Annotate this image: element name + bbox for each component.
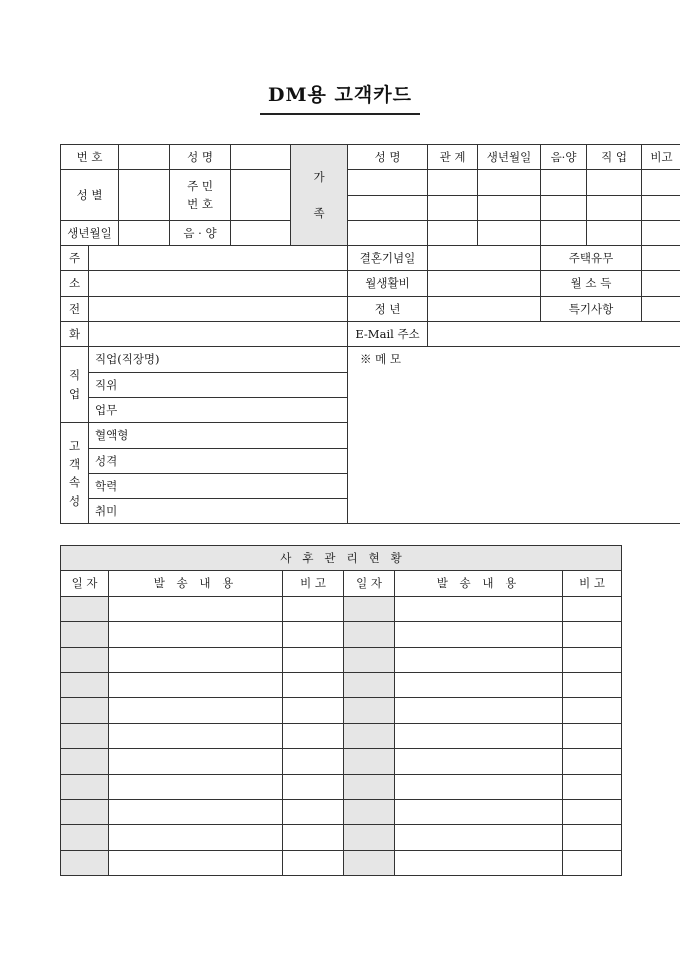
col-note-left: 비 고 xyxy=(283,571,344,596)
date-cell[interactable] xyxy=(61,799,109,824)
family-cell[interactable] xyxy=(478,170,541,195)
note-cell[interactable] xyxy=(283,622,344,647)
followup-row xyxy=(61,698,622,723)
note-cell[interactable] xyxy=(563,647,622,672)
family-cell[interactable] xyxy=(478,220,541,245)
date-cell[interactable] xyxy=(344,723,395,748)
family-header-job: 직 업 xyxy=(587,145,642,170)
family-cell[interactable] xyxy=(541,220,587,245)
followup-row xyxy=(61,799,622,824)
gender-label: 성 별 xyxy=(61,170,119,221)
content-cell[interactable] xyxy=(395,723,563,748)
family-cell[interactable] xyxy=(541,170,587,195)
followup-title: 사 후 관 리 현 황 xyxy=(61,546,622,571)
birthday-field[interactable] xyxy=(119,220,170,245)
family-header-calendar: 음·양 xyxy=(541,145,587,170)
followup-row xyxy=(61,672,622,697)
retirement-label: 정 년 xyxy=(348,296,428,321)
income-label: 월 소 득 xyxy=(541,271,642,296)
family-cell[interactable] xyxy=(428,170,478,195)
family-cell[interactable] xyxy=(642,170,680,195)
resident-no-label xyxy=(170,170,231,221)
date-cell[interactable] xyxy=(344,672,395,697)
date-cell[interactable] xyxy=(344,850,395,875)
resident-no-label-2: 번 호 xyxy=(187,197,213,212)
phone-field-2[interactable] xyxy=(89,322,348,347)
special-label: 특기사항 xyxy=(541,296,642,321)
content-cell[interactable] xyxy=(109,723,283,748)
family-side-2: 족 xyxy=(313,206,325,221)
note-cell[interactable] xyxy=(283,749,344,774)
content-cell[interactable] xyxy=(395,622,563,647)
followup-table xyxy=(60,545,622,876)
date-cell[interactable] xyxy=(344,799,395,824)
family-cell[interactable] xyxy=(348,195,428,220)
note-cell[interactable] xyxy=(283,723,344,748)
family-cell[interactable] xyxy=(642,195,680,220)
attr-side-2: 객 xyxy=(68,456,81,471)
special-field[interactable] xyxy=(642,296,680,321)
name-label: 성 명 xyxy=(170,145,231,170)
followup-row xyxy=(61,596,622,621)
phone-label-2: 화 xyxy=(61,322,89,347)
content-cell[interactable] xyxy=(109,596,283,621)
anniversary-field[interactable] xyxy=(428,246,541,271)
note-cell[interactable] xyxy=(563,749,622,774)
page-title xyxy=(0,80,680,115)
number-label: 번 호 xyxy=(61,145,119,170)
followup-row xyxy=(61,622,622,647)
date-cell[interactable] xyxy=(61,672,109,697)
content-cell[interactable] xyxy=(395,774,563,799)
living-cost-label: 월생활비 xyxy=(348,271,428,296)
job-item-company: 직업(직장명) xyxy=(89,347,348,372)
content-cell[interactable] xyxy=(109,672,283,697)
birthday-label: 생년월일 xyxy=(61,220,119,245)
col-note-right: 비 고 xyxy=(563,571,622,596)
resident-no-field[interactable] xyxy=(231,170,291,221)
family-cell[interactable] xyxy=(428,195,478,220)
date-cell[interactable] xyxy=(344,825,395,850)
date-cell[interactable] xyxy=(344,774,395,799)
family-cell[interactable] xyxy=(587,195,642,220)
date-cell[interactable] xyxy=(61,596,109,621)
note-cell[interactable] xyxy=(563,825,622,850)
attr-item-blood: 혈액형 xyxy=(89,423,348,448)
note-cell[interactable] xyxy=(283,698,344,723)
email-field[interactable] xyxy=(428,322,680,347)
content-cell[interactable] xyxy=(109,825,283,850)
date-cell[interactable] xyxy=(344,622,395,647)
note-cell[interactable] xyxy=(283,799,344,824)
content-cell[interactable] xyxy=(395,825,563,850)
content-cell[interactable] xyxy=(395,698,563,723)
content-cell[interactable] xyxy=(395,647,563,672)
note-cell[interactable] xyxy=(563,774,622,799)
family-cell[interactable] xyxy=(541,195,587,220)
note-cell[interactable] xyxy=(283,774,344,799)
attr-item-education: 학력 xyxy=(89,473,348,498)
date-cell[interactable] xyxy=(344,596,395,621)
content-cell[interactable] xyxy=(109,799,283,824)
date-cell[interactable] xyxy=(344,749,395,774)
date-cell[interactable] xyxy=(61,850,109,875)
note-cell[interactable] xyxy=(283,850,344,875)
job-item-duty: 업무 xyxy=(89,397,348,422)
anniversary-label: 결혼기념일 xyxy=(348,246,428,271)
followup-row xyxy=(61,850,622,875)
content-cell[interactable] xyxy=(109,749,283,774)
gender-field[interactable] xyxy=(119,170,170,221)
followup-row xyxy=(61,749,622,774)
date-cell[interactable] xyxy=(344,647,395,672)
family-cell[interactable] xyxy=(478,195,541,220)
living-cost-field[interactable] xyxy=(428,271,541,296)
address-label-1: 주 xyxy=(61,246,89,271)
content-cell[interactable] xyxy=(109,698,283,723)
followup-row xyxy=(61,647,622,672)
date-cell[interactable] xyxy=(61,698,109,723)
date-cell[interactable] xyxy=(61,723,109,748)
note-cell[interactable] xyxy=(563,850,622,875)
memo-area[interactable] xyxy=(348,347,680,524)
note-cell[interactable] xyxy=(563,799,622,824)
family-cell[interactable] xyxy=(348,170,428,195)
note-cell[interactable] xyxy=(563,723,622,748)
followup-row xyxy=(61,723,622,748)
note-cell[interactable] xyxy=(563,672,622,697)
note-cell[interactable] xyxy=(283,596,344,621)
note-cell[interactable] xyxy=(283,672,344,697)
col-date-right: 일 자 xyxy=(344,571,395,596)
date-cell[interactable] xyxy=(61,647,109,672)
phone-label-1: 전 xyxy=(61,296,89,321)
followup-row xyxy=(61,825,622,850)
address-label-2: 소 xyxy=(61,271,89,296)
calendar-field[interactable] xyxy=(231,220,291,245)
title-text: DM용 고객카드 xyxy=(260,80,420,115)
family-cell[interactable] xyxy=(348,220,428,245)
name-field[interactable] xyxy=(231,145,291,170)
date-cell[interactable] xyxy=(61,774,109,799)
family-cell[interactable] xyxy=(428,220,478,245)
family-header-name: 성 명 xyxy=(348,145,428,170)
job-side-label xyxy=(61,347,89,423)
job-side-1: 직 xyxy=(68,368,81,383)
family-header-relation: 관 계 xyxy=(428,145,478,170)
content-cell[interactable] xyxy=(109,774,283,799)
col-content-right: 발 송 내 용 xyxy=(395,571,563,596)
content-cell[interactable] xyxy=(395,799,563,824)
content-cell[interactable] xyxy=(395,850,563,875)
address-field-1[interactable] xyxy=(89,246,348,271)
memo-label: ※ 메 모 xyxy=(360,352,402,367)
housing-field[interactable] xyxy=(642,246,680,271)
followup-row xyxy=(61,774,622,799)
attr-side-1: 고 xyxy=(68,438,81,453)
calendar-label: 음 · 양 xyxy=(170,220,231,245)
note-cell[interactable] xyxy=(563,622,622,647)
address-field-2[interactable] xyxy=(89,271,348,296)
job-side-2: 업 xyxy=(68,386,81,401)
date-cell[interactable] xyxy=(61,622,109,647)
followup-rows xyxy=(61,596,622,875)
date-cell[interactable] xyxy=(61,749,109,774)
attribute-side-label xyxy=(61,423,89,524)
attr-side-4: 성 xyxy=(68,493,81,508)
income-field[interactable] xyxy=(642,271,680,296)
retirement-field[interactable] xyxy=(428,296,541,321)
email-label: E-Mail 주소 xyxy=(348,322,428,347)
note-cell[interactable] xyxy=(283,647,344,672)
family-header-birthday: 생년월일 xyxy=(478,145,541,170)
content-cell[interactable] xyxy=(395,749,563,774)
resident-no-label-1: 주 민 xyxy=(187,178,213,193)
content-cell[interactable] xyxy=(395,596,563,621)
note-cell[interactable] xyxy=(563,596,622,621)
note-cell[interactable] xyxy=(563,698,622,723)
phone-field-1[interactable] xyxy=(89,296,348,321)
family-cell[interactable] xyxy=(587,220,642,245)
col-date-left: 일 자 xyxy=(61,571,109,596)
content-cell[interactable] xyxy=(109,622,283,647)
number-field[interactable] xyxy=(119,145,170,170)
family-cell[interactable] xyxy=(642,220,680,245)
date-cell[interactable] xyxy=(61,825,109,850)
date-cell[interactable] xyxy=(344,698,395,723)
content-cell[interactable] xyxy=(109,850,283,875)
family-header-note: 비고 xyxy=(642,145,680,170)
attr-item-hobby: 취미 xyxy=(89,499,348,524)
content-cell[interactable] xyxy=(109,647,283,672)
attr-item-personality: 성격 xyxy=(89,448,348,473)
attr-side-3: 속 xyxy=(68,475,81,490)
family-side-1: 가 xyxy=(313,169,325,184)
family-cell[interactable] xyxy=(587,170,642,195)
family-side-label xyxy=(291,145,348,246)
job-item-position: 직위 xyxy=(89,372,348,397)
col-content-left: 발 송 내 용 xyxy=(109,571,283,596)
content-cell[interactable] xyxy=(395,672,563,697)
note-cell[interactable] xyxy=(283,825,344,850)
customer-info-table xyxy=(60,144,680,524)
housing-label: 주택유무 xyxy=(541,246,642,271)
